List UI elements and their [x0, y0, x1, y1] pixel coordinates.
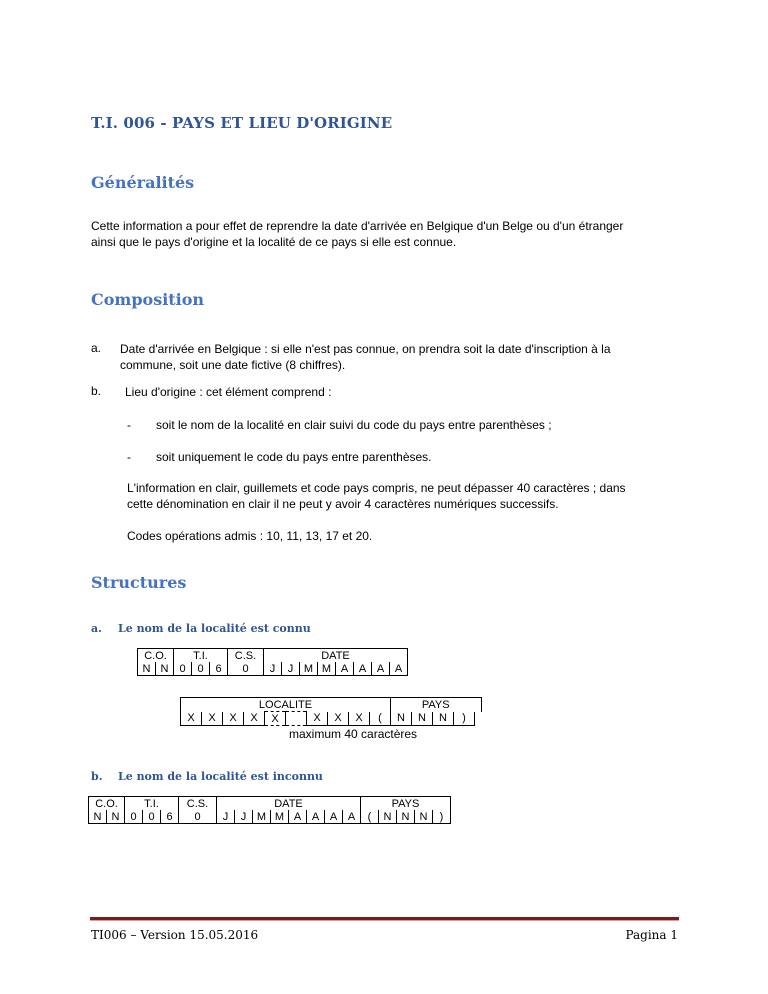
section-heading-generalites: Généralités	[91, 173, 195, 192]
structure-b-label: Le nom de la localité est inconnu	[118, 770, 323, 783]
cell-m: M	[318, 662, 336, 676]
hdr-pays: PAYS	[391, 698, 482, 712]
cell-6: 6	[210, 662, 228, 676]
section-heading-structures: Structures	[91, 573, 187, 592]
cell-a: A	[336, 662, 354, 676]
footer-page-number: Pagina 1	[625, 928, 678, 942]
cell-a: A	[372, 662, 390, 676]
cell-open-paren: (	[370, 712, 391, 726]
cell-x: X	[265, 712, 286, 726]
list-marker-b: b.	[91, 384, 102, 398]
dash-bullet-2: -	[127, 450, 131, 464]
cell-x: X	[349, 712, 370, 726]
structure-a-label: Le nom de la localité est connu	[118, 622, 311, 635]
page-title: T.I. 006 - PAYS ET LIEU D'ORIGINE	[91, 114, 393, 132]
structure-b-marker: b.	[91, 770, 103, 783]
cell-m: M	[253, 810, 271, 824]
footer-divider	[90, 917, 679, 921]
hdr-ti: T.I.	[125, 797, 179, 811]
cell-x: X	[181, 712, 202, 726]
cell-close-paren: )	[433, 810, 451, 824]
info-line1: L'information en clair, guillemets et code pays compris, ne peut dépasser 40 caractères ; dans	[127, 481, 626, 495]
hdr-co: C.O.	[89, 797, 125, 811]
cell-close-paren: )	[454, 712, 475, 726]
cell-j: J	[282, 662, 300, 676]
bullet-2-text: soit uniquement le code du pays entre parenthèses.	[156, 450, 432, 464]
cell-m: M	[271, 810, 289, 824]
hdr-date: DATE	[264, 649, 408, 663]
cell-j: J	[235, 810, 253, 824]
cell-a: A	[390, 662, 408, 676]
hdr-pays: PAYS	[361, 797, 451, 811]
info-line2: cette dénomination en clair il ne peut y avoir 4 caractères numériques successifs.	[127, 497, 559, 511]
cell-n: N	[138, 662, 156, 676]
cell-0: 0	[174, 662, 192, 676]
cell-n: N	[107, 810, 125, 824]
generalites-text-line2: ainsi que le pays d'origine et la localité de ce pays si elle est connue.	[91, 235, 457, 249]
cell-0: 0	[192, 662, 210, 676]
structure-a-marker: a.	[91, 622, 102, 635]
cell-n: N	[412, 712, 433, 726]
hdr-cs: C.S.	[179, 797, 217, 811]
composition-b-line: Lieu d'origine : cet élément comprend :	[125, 385, 332, 399]
cell-6: 6	[161, 810, 179, 824]
hdr-date: DATE	[217, 797, 361, 811]
cell-j: J	[217, 810, 235, 824]
cell-a: A	[307, 810, 325, 824]
list-marker-a: a.	[91, 341, 102, 355]
spacer	[408, 662, 410, 676]
cell-dashed	[286, 712, 307, 726]
cell-0: 0	[228, 662, 264, 676]
cell-a: A	[354, 662, 372, 676]
footer-version: TI006 – Version 15.05.2016	[91, 928, 259, 942]
cell-open-paren: (	[361, 810, 379, 824]
cell-n: N	[433, 712, 454, 726]
cell-0: 0	[179, 810, 217, 824]
structure-b-table	[88, 796, 451, 824]
cell-x: X	[328, 712, 349, 726]
spacer	[475, 712, 482, 726]
cell-a: A	[325, 810, 343, 824]
composition-a-line1: Date d'arrivée en Belgique : si elle n'est pas connue, on prendra soit la date d'inscription à la	[120, 342, 611, 356]
cell-j: J	[264, 662, 282, 676]
max-characters-note: maximum 40 caractères	[289, 727, 418, 741]
cell-m: M	[300, 662, 318, 676]
cell-a: A	[289, 810, 307, 824]
cell-0: 0	[143, 810, 161, 824]
spacer	[408, 649, 410, 663]
cell-a: A	[343, 810, 361, 824]
hdr-localite: LOCALITE	[181, 698, 391, 712]
section-heading-composition: Composition	[91, 290, 205, 309]
bullet-1-text: soit le nom de la localité en clair suivi du code du pays entre parenthèses ;	[156, 418, 552, 432]
structure-a-table-top	[137, 648, 410, 676]
cell-x: X	[244, 712, 265, 726]
cell-n: N	[156, 662, 174, 676]
dash-bullet-1: -	[127, 418, 131, 432]
hdr-cs: C.S.	[228, 649, 264, 663]
cell-x: X	[202, 712, 223, 726]
cell-x: X	[307, 712, 328, 726]
structure-a-table-localite	[180, 697, 482, 726]
codes-operations: Codes opérations admis : 10, 11, 13, 17 et 20.	[127, 529, 373, 543]
cell-n: N	[89, 810, 107, 824]
cell-0: 0	[125, 810, 143, 824]
cell-n: N	[379, 810, 397, 824]
composition-a-line2: commune, soit une date fictive (8 chiffres).	[120, 358, 346, 372]
cell-n: N	[391, 712, 412, 726]
cell-x: X	[223, 712, 244, 726]
hdr-ti: T.I.	[174, 649, 228, 663]
cell-n: N	[415, 810, 433, 824]
hdr-co: C.O.	[138, 649, 174, 663]
cell-n: N	[397, 810, 415, 824]
generalites-text-line1: Cette information a pour effet de reprendre la date d'arrivée en Belgique d'un Belge ou d'un étranger	[91, 219, 624, 233]
